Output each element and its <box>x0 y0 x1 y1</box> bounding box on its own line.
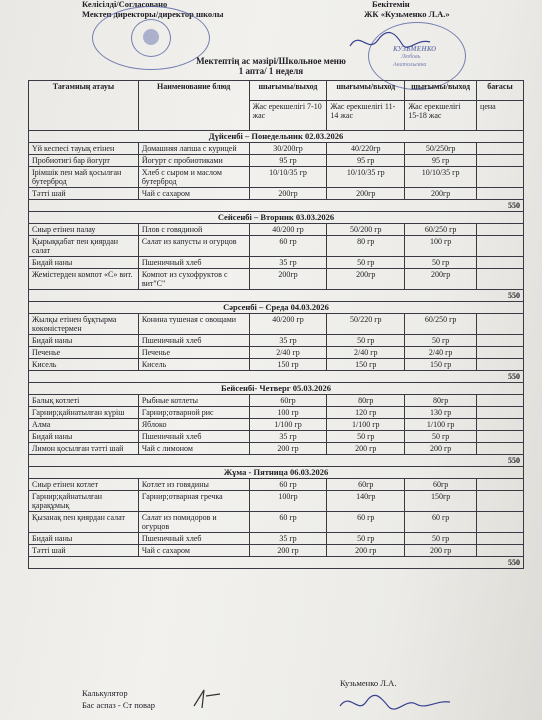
dish-name-ru: Гарнир;отварная гречка <box>138 491 249 512</box>
yield-11-14: 200 гр <box>327 545 405 557</box>
day-price-row <box>29 455 524 467</box>
dish-name-ru: Пшеничный хлеб <box>138 335 249 347</box>
yield-11-14: 50 гр <box>327 257 405 269</box>
price-cell <box>477 314 524 335</box>
menu-row <box>29 443 524 455</box>
day-title: Дүйсенбі – Понедельник 02.03.2026 <box>29 131 524 143</box>
menu-row <box>29 155 524 167</box>
dish-name-ru: Хлеб с сыром и маслом бутерброд <box>138 167 249 188</box>
menu-row <box>29 143 524 155</box>
day-price: 550 <box>29 290 524 302</box>
price-cell <box>477 479 524 491</box>
day-price-row <box>29 557 524 569</box>
yield-11-14: 50 гр <box>327 533 405 545</box>
dish-name-kz: Гарнир;қайнатылған күріш <box>29 407 139 419</box>
yield-7-10: 35 гр <box>249 533 327 545</box>
col-yield-1: шығымы/выход <box>249 81 327 101</box>
dish-name-ru: Пшеничный хлеб <box>138 533 249 545</box>
price-cell <box>477 347 524 359</box>
yield-15-18: 130 гр <box>405 407 477 419</box>
col-yield-3: шығымы/выход <box>405 81 477 101</box>
menu-row <box>29 257 524 269</box>
dish-name-kz: Жылқы етінен бұқтырма көкөністермен <box>29 314 139 335</box>
dish-name-ru: Печенье <box>138 347 249 359</box>
day-title: Сәрсенбі – Среда 04.03.2026 <box>29 302 524 314</box>
dish-name-kz: Қызанақ пен қиярдан салат <box>29 512 139 533</box>
yield-7-10: 95 гр <box>249 155 327 167</box>
yield-11-14: 150 гр <box>327 359 405 371</box>
yield-15-18: 80гр <box>405 395 477 407</box>
dish-name-kz: Балық котлеті <box>29 395 139 407</box>
dish-name-kz: Бидай наны <box>29 257 139 269</box>
price-cell <box>477 419 524 431</box>
yield-15-18: 50 гр <box>405 335 477 347</box>
dish-name-ru: Плов с говядиной <box>138 224 249 236</box>
day-header-row <box>29 383 524 395</box>
yield-11-14: 95 гр <box>327 155 405 167</box>
dish-name-kz: Ірімшік пен май қосылған бутерброд <box>29 167 139 188</box>
approved-label: Келісілді/Согласовано <box>82 0 168 9</box>
chef-label: Бас аспаз - Ст повар <box>82 700 155 710</box>
dish-name-ru: Конина тушеная с овощами <box>138 314 249 335</box>
price-cell <box>477 512 524 533</box>
menu-row <box>29 347 524 359</box>
dish-name-kz: Тәтті шай <box>29 188 139 200</box>
yield-15-18: 100 гр <box>405 236 477 257</box>
menu-row <box>29 359 524 371</box>
dish-name-kz: Бидай наны <box>29 431 139 443</box>
yield-15-18: 2/40 гр <box>405 347 477 359</box>
dish-name-ru: Компот из сухофруктов с вит"С" <box>138 269 249 290</box>
dish-name-kz: Печенье <box>29 347 139 359</box>
dish-name-ru: Пшеничный хлеб <box>138 431 249 443</box>
yield-11-14: 40/220гр <box>327 143 405 155</box>
yield-7-10: 200гр <box>249 269 327 290</box>
day-price: 550 <box>29 455 524 467</box>
approve-label: Бекітемін <box>372 0 410 9</box>
col-name-kz: Тағамның атауы <box>29 81 139 131</box>
age-group-3: Жас ерекшелігі 15-18 жас <box>405 101 477 131</box>
yield-7-10: 30/200гр <box>249 143 327 155</box>
dish-name-kz: Кисель <box>29 359 139 371</box>
price-cell <box>477 359 524 371</box>
yield-11-14: 200гр <box>327 269 405 290</box>
dish-name-ru: Чай с сахаром <box>138 188 249 200</box>
yield-15-18: 10/10/35 гр <box>405 167 477 188</box>
yield-11-14: 60гр <box>327 479 405 491</box>
menu-row <box>29 545 524 557</box>
menu-row <box>29 335 524 347</box>
dish-name-kz: Үй кеспесі тауық етінен <box>29 143 139 155</box>
col-price: бағасы <box>477 81 524 101</box>
day-header-row <box>29 302 524 314</box>
day-header-row <box>29 212 524 224</box>
yield-15-18: 50 гр <box>405 257 477 269</box>
price-cell <box>477 167 524 188</box>
yield-11-14: 60 гр <box>327 512 405 533</box>
age-group-1: Жас ерекшелігі 7-10 жас <box>249 101 327 131</box>
dish-name-ru: Салат из помидоров и огурцов <box>138 512 249 533</box>
yield-7-10: 150 гр <box>249 359 327 371</box>
price-cell <box>477 491 524 512</box>
yield-7-10: 35 гр <box>249 257 327 269</box>
calculator-label: Калькулятор <box>82 688 128 698</box>
price-cell <box>477 236 524 257</box>
yield-11-14: 200 гр <box>327 443 405 455</box>
yield-7-10: 200гр <box>249 188 327 200</box>
menu-row <box>29 407 524 419</box>
yield-11-14: 50 гр <box>327 431 405 443</box>
price-cell <box>477 395 524 407</box>
dish-name-ru: Котлет из говядины <box>138 479 249 491</box>
yield-15-18: 50 гр <box>405 431 477 443</box>
yield-15-18: 150гр <box>405 491 477 512</box>
yield-11-14: 1/100 гр <box>327 419 405 431</box>
yield-15-18: 50/250гр <box>405 143 477 155</box>
yield-15-18: 200гр <box>405 269 477 290</box>
yield-7-10: 200 гр <box>249 545 327 557</box>
day-title: Жұма - Пятница 06.03.2026 <box>29 467 524 479</box>
dish-name-kz: Лимон қосылған тәтті шай <box>29 443 139 455</box>
dish-name-kz: Тәтті шай <box>29 545 139 557</box>
menu-row <box>29 512 524 533</box>
col-name-ru: Наименование блюд <box>138 81 249 131</box>
menu-row <box>29 419 524 431</box>
menu-row <box>29 431 524 443</box>
yield-7-10: 10/10/35 гр <box>249 167 327 188</box>
week-subtitle: 1 апта/ 1 неделя <box>238 66 304 76</box>
yield-11-14: 50/220 гр <box>327 314 405 335</box>
day-price-row <box>29 371 524 383</box>
day-header-row <box>29 467 524 479</box>
dish-name-ru: Чай с лимоном <box>138 443 249 455</box>
day-price: 550 <box>29 371 524 383</box>
yield-7-10: 60гр <box>249 395 327 407</box>
age-group-2: Жас ерекшелігі 11-14 жас <box>327 101 405 131</box>
dish-name-kz: Пробиотигі бар йогурт <box>29 155 139 167</box>
yield-11-14: 2/40 гр <box>327 347 405 359</box>
dish-name-kz: Қырыққабат пен қиярдан салат <box>29 236 139 257</box>
menu-row <box>29 224 524 236</box>
yield-7-10: 60 гр <box>249 512 327 533</box>
yield-15-18: 200 гр <box>405 443 477 455</box>
yield-15-18: 95 гр <box>405 155 477 167</box>
menu-row <box>29 236 524 257</box>
yield-11-14: 10/10/35 гр <box>327 167 405 188</box>
yield-11-14: 140гр <box>327 491 405 512</box>
dish-name-ru: Кисель <box>138 359 249 371</box>
yield-15-18: 1/100 гр <box>405 419 477 431</box>
yield-15-18: 60гр <box>405 479 477 491</box>
day-title: Сейсенбі – Вторник 03.03.2026 <box>29 212 524 224</box>
yield-11-14: 50/200 гр <box>327 224 405 236</box>
menu-table <box>28 80 524 569</box>
menu-row <box>29 269 524 290</box>
menu-row <box>29 395 524 407</box>
price-cell <box>477 545 524 557</box>
yield-7-10: 100гр <box>249 491 327 512</box>
day-price: 550 <box>29 557 524 569</box>
menu-row <box>29 188 524 200</box>
day-price-row <box>29 200 524 212</box>
menu-title: Мектептің ас мәзірі/Школьное меню <box>196 56 346 66</box>
director-label: Мектеп директоры/директор школы <box>82 9 224 19</box>
day-price-row <box>29 290 524 302</box>
day-title: Бейсенбі- Четверг 05.03.2026 <box>29 383 524 395</box>
price-cell <box>477 257 524 269</box>
dish-name-kz: Алма <box>29 419 139 431</box>
yield-7-10: 60 гр <box>249 479 327 491</box>
yield-11-14: 50 гр <box>327 335 405 347</box>
menu-row <box>29 491 524 512</box>
dish-name-ru: Салат из капусты и огурцов <box>138 236 249 257</box>
dish-name-kz: Жемістерден компот «С» вит. <box>29 269 139 290</box>
yield-11-14: 120 гр <box>327 407 405 419</box>
price-cell <box>477 224 524 236</box>
day-header-row <box>29 131 524 143</box>
yield-7-10: 35 гр <box>249 431 327 443</box>
price-cell <box>477 407 524 419</box>
yield-11-14: 80гр <box>327 395 405 407</box>
dish-name-ru: Гарнир;отварной рис <box>138 407 249 419</box>
signer-name: Кузьменко Л.А. <box>340 678 397 688</box>
price-cell <box>477 143 524 155</box>
yield-15-18: 60/250 гр <box>405 224 477 236</box>
yield-15-18: 150 гр <box>405 359 477 371</box>
yield-7-10: 1/100 гр <box>249 419 327 431</box>
yield-7-10: 40/200 гр <box>249 224 327 236</box>
dish-name-ru: Яблоко <box>138 419 249 431</box>
yield-7-10: 100 гр <box>249 407 327 419</box>
yield-15-18: 60 гр <box>405 512 477 533</box>
dish-name-kz: Бидай наны <box>29 533 139 545</box>
dish-name-ru: Йогурт с пробиотиками <box>138 155 249 167</box>
dish-name-kz: Сиыр етінен котлет <box>29 479 139 491</box>
day-price: 550 <box>29 200 524 212</box>
price-cell <box>477 155 524 167</box>
yield-7-10: 40/200 гр <box>249 314 327 335</box>
signer-signature <box>336 688 456 718</box>
menu-row <box>29 479 524 491</box>
yield-7-10: 2/40 гр <box>249 347 327 359</box>
price-cell <box>477 188 524 200</box>
yield-15-18: 200гр <box>405 188 477 200</box>
yield-11-14: 200гр <box>327 188 405 200</box>
dish-name-ru: Рыбные котлеты <box>138 395 249 407</box>
ip-name-label: ЖК «Кузьменко Л.А.» <box>364 9 450 19</box>
yield-15-18: 60/250 гр <box>405 314 477 335</box>
yield-7-10: 60 гр <box>249 236 327 257</box>
dish-name-ru: Чай с сахаром <box>138 545 249 557</box>
dish-name-ru: Пшеничный хлеб <box>138 257 249 269</box>
menu-row <box>29 167 524 188</box>
menu-row <box>29 533 524 545</box>
yield-15-18: 200 гр <box>405 545 477 557</box>
dish-name-kz: Гарнир;қайнатылған қарақұмық <box>29 491 139 512</box>
dish-name-kz: Бидай наны <box>29 335 139 347</box>
chef-signature <box>190 684 230 714</box>
price-cell <box>477 533 524 545</box>
price-cell <box>477 431 524 443</box>
yield-11-14: 80 гр <box>327 236 405 257</box>
price-cell <box>477 335 524 347</box>
dish-name-ru: Домашняя лапша с курицей <box>138 143 249 155</box>
yield-7-10: 35 гр <box>249 335 327 347</box>
price-cell <box>477 443 524 455</box>
ip-stamp: КУЗЬМЕНКО Любовь Анатольевна <box>368 22 466 90</box>
menu-row <box>29 314 524 335</box>
col-price-ru: цена <box>477 101 524 131</box>
price-cell <box>477 269 524 290</box>
dish-name-kz: Сиыр етінен палау <box>29 224 139 236</box>
yield-7-10: 200 гр <box>249 443 327 455</box>
yield-15-18: 50 гр <box>405 533 477 545</box>
col-yield-2: шығымы/выход <box>327 81 405 101</box>
